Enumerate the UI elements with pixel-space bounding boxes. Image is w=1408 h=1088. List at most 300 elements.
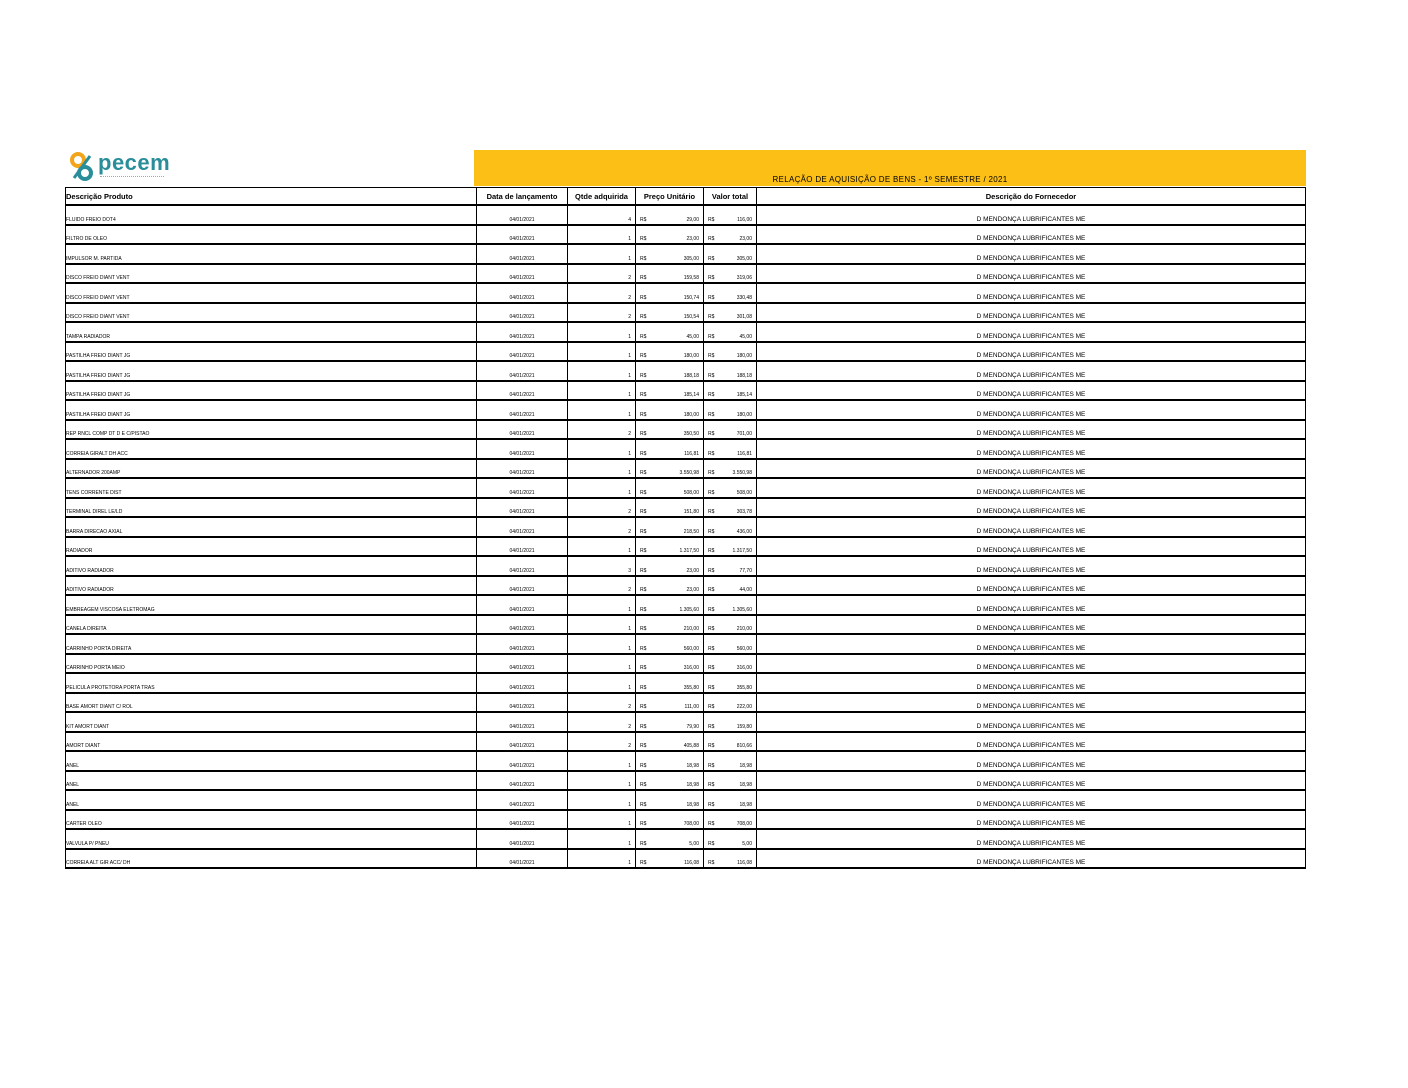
quantity-value: 3 [628, 567, 631, 574]
cell-description: PASTILHA FREIO DIANT JG [66, 381, 477, 401]
total-value: 319,06 [736, 275, 752, 281]
unit-price-value: 23,00 [686, 236, 699, 242]
quantity-value: 1 [628, 450, 631, 457]
cell-description: TAMPA RADIADOR [66, 322, 477, 342]
cell-unit-price [636, 225, 704, 245]
currency-symbol: R$ [640, 762, 647, 769]
cell-unit-price [636, 556, 704, 576]
cell-description: BASE AMORT DIANT C/ ROL [66, 693, 477, 713]
cell-total [704, 498, 757, 518]
cell-supplier: D MENDONÇA LUBRIFICANTES ME [757, 361, 1306, 381]
cell-supplier: D MENDONÇA LUBRIFICANTES ME [757, 205, 1306, 225]
cell-description: CORREIA GIRALT DH ACC [66, 439, 477, 459]
currency-symbol: R$ [640, 333, 647, 340]
table-row [66, 829, 1306, 849]
currency-symbol: R$ [640, 684, 647, 691]
unit-price-value: 29,00 [686, 216, 699, 223]
cell-total [704, 342, 757, 362]
quantity-value: 2 [628, 275, 631, 281]
cell-date: 04/01/2021 [477, 478, 568, 498]
total-value: 185,14 [736, 392, 752, 398]
cell-description: BARRA DIRECAO AXIAL [66, 517, 477, 537]
cell-description: CORREIA ALT GIR ACC/ DH [66, 849, 477, 869]
cell-supplier: D MENDONÇA LUBRIFICANTES ME [757, 673, 1306, 693]
currency-symbol: R$ [708, 411, 715, 418]
logo-tagline-line [100, 176, 164, 179]
currency-symbol: R$ [640, 801, 647, 808]
cell-quantity [568, 498, 636, 518]
table-row [66, 673, 1306, 693]
table-row [66, 849, 1306, 869]
cell-quantity [568, 732, 636, 752]
quantity-value: 1 [628, 821, 631, 827]
cell-total [704, 420, 757, 440]
cell-date: 04/01/2021 [477, 361, 568, 381]
cell-date: 04/01/2021 [477, 576, 568, 596]
cell-unit-price [636, 264, 704, 284]
quantity-value: 1 [628, 665, 631, 671]
quantity-value: 2 [628, 587, 631, 593]
currency-symbol: R$ [640, 587, 647, 593]
unit-price-value: 116,81 [684, 450, 699, 457]
cell-date: 04/01/2021 [477, 264, 568, 284]
currency-symbol: R$ [708, 606, 715, 613]
cell-unit-price [636, 732, 704, 752]
currency-symbol: R$ [708, 216, 715, 223]
cell-unit-price [636, 439, 704, 459]
currency-symbol: R$ [640, 275, 647, 281]
table-row [66, 810, 1306, 830]
currency-symbol: R$ [708, 860, 715, 866]
currency-symbol: R$ [708, 801, 715, 808]
cell-date: 04/01/2021 [477, 693, 568, 713]
currency-symbol: R$ [640, 743, 647, 749]
cell-total [704, 615, 757, 635]
total-value: 159,80 [736, 723, 752, 730]
cell-date: 04/01/2021 [477, 595, 568, 615]
cell-date: 04/01/2021 [477, 517, 568, 537]
cell-unit-price [636, 576, 704, 596]
table-row [66, 790, 1306, 810]
cell-date: 04/01/2021 [477, 771, 568, 791]
cell-date: 04/01/2021 [477, 420, 568, 440]
currency-symbol: R$ [640, 353, 647, 359]
cell-total [704, 693, 757, 713]
cell-description: DISCO FREIO DIANT VENT [66, 264, 477, 284]
cell-supplier: D MENDONÇA LUBRIFICANTES ME [757, 244, 1306, 264]
currency-symbol: R$ [708, 294, 715, 301]
currency-symbol: R$ [708, 704, 715, 710]
currency-symbol: R$ [640, 567, 647, 574]
currency-symbol: R$ [708, 645, 715, 652]
cell-total [704, 264, 757, 284]
cell-supplier: D MENDONÇA LUBRIFICANTES ME [757, 771, 1306, 791]
col-header-unit-price: Preço Unitário [636, 188, 704, 206]
cell-supplier: D MENDONÇA LUBRIFICANTES ME [757, 595, 1306, 615]
pecem-mark-icon [70, 152, 94, 182]
unit-price-value: 188,18 [683, 372, 699, 379]
currency-symbol: R$ [640, 216, 647, 223]
cell-unit-price [636, 712, 704, 732]
cell-description: DISCO FREIO DIANT VENT [66, 283, 477, 303]
cell-date: 04/01/2021 [477, 654, 568, 674]
cell-unit-price [636, 537, 704, 557]
total-value: 188,18 [736, 372, 752, 379]
unit-price-value: 405,88 [683, 743, 699, 749]
cell-supplier: D MENDONÇA LUBRIFICANTES ME [757, 537, 1306, 557]
cell-total [704, 673, 757, 693]
cell-unit-price [636, 595, 704, 615]
cell-date: 04/01/2021 [477, 615, 568, 635]
table-row [66, 517, 1306, 537]
cell-quantity [568, 829, 636, 849]
col-header-quantity: Qtde adquirida [568, 188, 636, 206]
currency-symbol: R$ [708, 821, 715, 827]
cell-quantity [568, 303, 636, 323]
currency-symbol: R$ [708, 470, 715, 476]
cell-quantity [568, 654, 636, 674]
currency-symbol: R$ [708, 626, 715, 632]
cell-supplier: D MENDONÇA LUBRIFICANTES ME [757, 498, 1306, 518]
table-row [66, 244, 1306, 264]
currency-symbol: R$ [640, 509, 647, 515]
cell-total [704, 751, 757, 771]
cell-date: 04/01/2021 [477, 244, 568, 264]
cell-unit-price [636, 205, 704, 225]
col-header-description: Descrição Produto [66, 188, 477, 206]
total-value: 180,00 [736, 411, 752, 418]
cell-description: EMBREAGEM VISCOSA ELETROMAG [66, 595, 477, 615]
cell-quantity [568, 225, 636, 245]
cell-date: 04/01/2021 [477, 810, 568, 830]
cell-quantity [568, 439, 636, 459]
cell-description: IMPULSOR M. PARTIDA [66, 244, 477, 264]
table-header-row [66, 188, 1306, 206]
cell-quantity [568, 283, 636, 303]
unit-price-value: 18,98 [686, 782, 699, 788]
currency-symbol: R$ [640, 528, 647, 535]
cell-supplier: D MENDONÇA LUBRIFICANTES ME [757, 810, 1306, 830]
cell-description: CARRINHO PORTA MEIO [66, 654, 477, 674]
cell-description: ANEL [66, 751, 477, 771]
currency-symbol: R$ [640, 314, 647, 320]
cell-quantity [568, 361, 636, 381]
unit-price-value: 45,00 [686, 333, 699, 340]
cell-supplier: D MENDONÇA LUBRIFICANTES ME [757, 439, 1306, 459]
cell-quantity [568, 849, 636, 869]
cell-total [704, 654, 757, 674]
cell-total [704, 595, 757, 615]
currency-symbol: R$ [640, 411, 647, 418]
table-row [66, 264, 1306, 284]
cell-date: 04/01/2021 [477, 400, 568, 420]
unit-price-value: 23,00 [686, 567, 699, 574]
cell-supplier: D MENDONÇA LUBRIFICANTES ME [757, 790, 1306, 810]
cell-quantity [568, 478, 636, 498]
cell-supplier: D MENDONÇA LUBRIFICANTES ME [757, 615, 1306, 635]
table-row [66, 478, 1306, 498]
unit-price-value: 5,00 [689, 840, 699, 847]
cell-supplier: D MENDONÇA LUBRIFICANTES ME [757, 264, 1306, 284]
cell-quantity [568, 400, 636, 420]
cell-quantity [568, 342, 636, 362]
cell-total [704, 556, 757, 576]
cell-supplier: D MENDONÇA LUBRIFICANTES ME [757, 342, 1306, 362]
currency-symbol: R$ [640, 431, 647, 437]
cell-description: PASTILHA FREIO DIANT JG [66, 400, 477, 420]
cell-unit-price [636, 342, 704, 362]
currency-symbol: R$ [708, 314, 715, 320]
quantity-value: 1 [628, 782, 631, 788]
unit-price-value: 210,00 [683, 626, 699, 632]
cell-supplier: D MENDONÇA LUBRIFICANTES ME [757, 517, 1306, 537]
table-row [66, 615, 1306, 635]
table-row [66, 303, 1306, 323]
quantity-value: 1 [628, 626, 631, 632]
unit-price-value: 305,00 [683, 255, 699, 262]
table-row [66, 459, 1306, 479]
cell-total [704, 517, 757, 537]
unit-price-value: 185,14 [683, 392, 699, 398]
cell-supplier: D MENDONÇA LUBRIFICANTES ME [757, 478, 1306, 498]
cell-date: 04/01/2021 [477, 556, 568, 576]
cell-date: 04/01/2021 [477, 322, 568, 342]
table-row [66, 556, 1306, 576]
table-row [66, 712, 1306, 732]
total-value: 222,00 [736, 704, 752, 710]
cell-supplier: D MENDONÇA LUBRIFICANTES ME [757, 751, 1306, 771]
total-value: 303,78 [736, 509, 752, 515]
cell-date: 04/01/2021 [477, 342, 568, 362]
cell-unit-price [636, 400, 704, 420]
quantity-value: 4 [628, 216, 631, 223]
currency-symbol: R$ [708, 333, 715, 340]
quantity-value: 2 [628, 743, 631, 749]
cell-total [704, 478, 757, 498]
currency-symbol: R$ [640, 665, 647, 671]
total-value: 436,00 [736, 528, 752, 535]
currency-symbol: R$ [640, 489, 647, 496]
cell-description: PASTILHA FREIO DIANT JG [66, 342, 477, 362]
currency-symbol: R$ [708, 275, 715, 281]
quantity-value: 1 [628, 489, 631, 496]
cell-description: PELICULA PROTETORA PORTA TRAS [66, 673, 477, 693]
cell-unit-price [636, 361, 704, 381]
cell-date: 04/01/2021 [477, 537, 568, 557]
currency-symbol: R$ [708, 528, 715, 535]
cell-quantity [568, 420, 636, 440]
cell-date: 04/01/2021 [477, 829, 568, 849]
cell-supplier: D MENDONÇA LUBRIFICANTES ME [757, 849, 1306, 869]
quantity-value: 2 [628, 723, 631, 730]
table-row [66, 751, 1306, 771]
total-value: 45,00 [739, 333, 752, 340]
table-row [66, 595, 1306, 615]
quantity-value: 1 [628, 353, 631, 359]
table-row [66, 634, 1306, 654]
table-row [66, 361, 1306, 381]
cell-date: 04/01/2021 [477, 732, 568, 752]
total-value: 560,00 [736, 645, 752, 652]
cell-total [704, 810, 757, 830]
cell-supplier: D MENDONÇA LUBRIFICANTES ME [757, 576, 1306, 596]
cell-description: FLUIDO FREIO DOT4 [66, 205, 477, 225]
cell-unit-price [636, 303, 704, 323]
cell-supplier: D MENDONÇA LUBRIFICANTES ME [757, 303, 1306, 323]
currency-symbol: R$ [640, 704, 647, 710]
cell-date: 04/01/2021 [477, 849, 568, 869]
unit-price-value: 150,54 [683, 314, 699, 320]
currency-symbol: R$ [640, 645, 647, 652]
cell-supplier: D MENDONÇA LUBRIFICANTES ME [757, 712, 1306, 732]
currency-symbol: R$ [640, 236, 647, 242]
cell-quantity [568, 576, 636, 596]
cell-total [704, 732, 757, 752]
cell-total [704, 712, 757, 732]
cell-unit-price [636, 829, 704, 849]
table-row [66, 693, 1306, 713]
cell-total [704, 576, 757, 596]
cell-supplier: D MENDONÇA LUBRIFICANTES ME [757, 654, 1306, 674]
cell-unit-price [636, 322, 704, 342]
table-row [66, 342, 1306, 362]
total-value: 77,70 [739, 567, 752, 574]
currency-symbol: R$ [640, 723, 647, 730]
cell-quantity [568, 381, 636, 401]
currency-symbol: R$ [640, 470, 647, 476]
currency-symbol: R$ [640, 294, 647, 301]
table-row [66, 537, 1306, 557]
logo-wordmark: pecem [98, 150, 171, 175]
quantity-value: 1 [628, 684, 631, 691]
cell-date: 04/01/2021 [477, 751, 568, 771]
cell-unit-price [636, 751, 704, 771]
cell-total [704, 303, 757, 323]
pecem-logo [70, 150, 190, 184]
cell-description: ADITIVO RADIADOR [66, 556, 477, 576]
col-header-supplier: Descrição do Fornecedor [757, 188, 1306, 206]
cell-supplier: D MENDONÇA LUBRIFICANTES ME [757, 322, 1306, 342]
total-value: 1.305,60 [732, 606, 752, 613]
cell-quantity [568, 790, 636, 810]
currency-symbol: R$ [708, 489, 715, 496]
cell-unit-price [636, 673, 704, 693]
table-body [66, 205, 1306, 868]
cell-quantity [568, 244, 636, 264]
total-value: 301,08 [736, 314, 752, 320]
cell-quantity [568, 517, 636, 537]
total-value: 116,08 [737, 860, 752, 866]
cell-description: ADITIVO RADIADOR [66, 576, 477, 596]
cell-total [704, 381, 757, 401]
cell-quantity [568, 634, 636, 654]
cell-quantity [568, 537, 636, 557]
cell-date: 04/01/2021 [477, 790, 568, 810]
unit-price-value: 151,80 [683, 509, 699, 515]
quantity-value: 2 [628, 528, 631, 535]
cell-total [704, 322, 757, 342]
currency-symbol: R$ [708, 353, 715, 359]
unit-price-value: 3.550,98 [679, 470, 699, 476]
cell-date: 04/01/2021 [477, 225, 568, 245]
quantity-value: 1 [628, 411, 631, 418]
cell-description: AMORT DIANT [66, 732, 477, 752]
cell-description: VALVULA P/ PNEU [66, 829, 477, 849]
currency-symbol: R$ [708, 548, 715, 554]
total-value: 116,81 [737, 450, 752, 457]
total-value: 23,00 [739, 236, 752, 242]
unit-price-value: 79,90 [686, 723, 699, 730]
table-row [66, 420, 1306, 440]
currency-symbol: R$ [708, 236, 715, 242]
unit-price-value: 1.317,50 [679, 548, 699, 554]
quantity-value: 1 [628, 762, 631, 769]
total-value: 1.317,50 [732, 548, 752, 554]
cell-unit-price [636, 420, 704, 440]
cell-quantity [568, 673, 636, 693]
currency-symbol: R$ [640, 860, 647, 866]
currency-symbol: R$ [640, 626, 647, 632]
quantity-value: 1 [628, 372, 631, 379]
unit-price-value: 350,50 [683, 431, 699, 437]
quantity-value: 1 [628, 470, 631, 476]
currency-symbol: R$ [640, 392, 647, 398]
cell-total [704, 771, 757, 791]
currency-symbol: R$ [708, 450, 715, 457]
unit-price-value: 180,00 [683, 353, 699, 359]
cell-total [704, 439, 757, 459]
quantity-value: 2 [628, 509, 631, 515]
quantity-value: 1 [628, 645, 631, 652]
quantity-value: 2 [628, 431, 631, 437]
unit-price-value: 560,00 [683, 645, 699, 652]
cell-description: TENS CORRENTE DIST [66, 478, 477, 498]
cell-total [704, 537, 757, 557]
cell-description: PASTILHA FREIO DIANT JG [66, 361, 477, 381]
cell-quantity [568, 810, 636, 830]
cell-date: 04/01/2021 [477, 634, 568, 654]
cell-date: 04/01/2021 [477, 303, 568, 323]
currency-symbol: R$ [640, 548, 647, 554]
unit-price-value: 23,00 [686, 587, 699, 593]
quantity-value: 1 [628, 860, 631, 866]
cell-total [704, 361, 757, 381]
total-value: 810,66 [736, 743, 752, 749]
unit-price-value: 355,80 [683, 684, 699, 691]
cell-unit-price [636, 615, 704, 635]
cell-date: 04/01/2021 [477, 381, 568, 401]
cell-supplier: D MENDONÇA LUBRIFICANTES ME [757, 459, 1306, 479]
cell-unit-price [636, 634, 704, 654]
cell-unit-price [636, 693, 704, 713]
unit-price-value: 708,00 [683, 821, 699, 827]
unit-price-value: 180,00 [683, 411, 699, 418]
quantity-value: 2 [628, 294, 631, 301]
cell-quantity [568, 712, 636, 732]
table-row [66, 283, 1306, 303]
cell-unit-price [636, 498, 704, 518]
cell-supplier: D MENDONÇA LUBRIFICANTES ME [757, 829, 1306, 849]
currency-symbol: R$ [708, 509, 715, 515]
total-value: 305,00 [736, 255, 752, 262]
total-value: 44,00 [739, 587, 752, 593]
currency-symbol: R$ [708, 665, 715, 671]
table-row [66, 771, 1306, 791]
cell-description: DISCO FREIO DIANT VENT [66, 303, 477, 323]
cell-total [704, 225, 757, 245]
unit-price-value: 1.305,60 [679, 606, 699, 613]
cell-supplier: D MENDONÇA LUBRIFICANTES ME [757, 381, 1306, 401]
